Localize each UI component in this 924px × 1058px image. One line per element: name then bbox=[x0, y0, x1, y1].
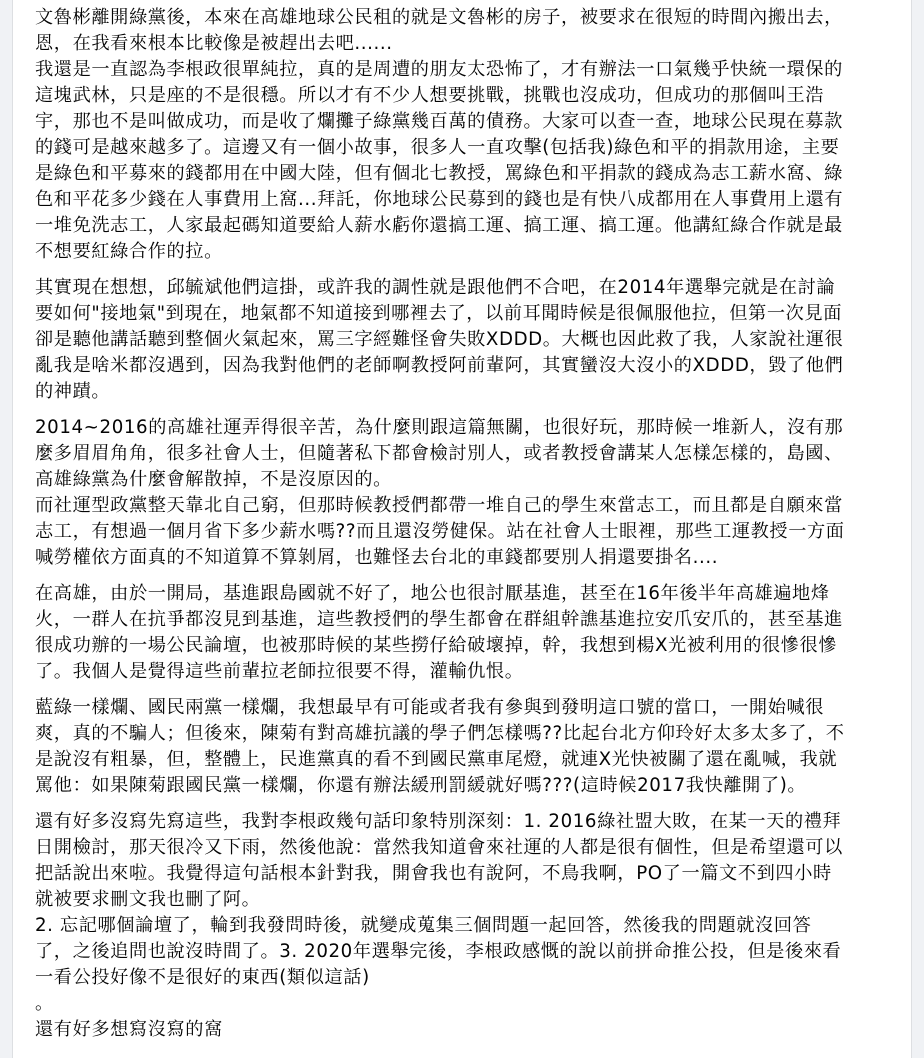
post-text-line: 。 bbox=[35, 993, 54, 1014]
post-paragraph bbox=[35, 5, 907, 265]
post-text-line: 其實現在想想，邱毓斌他們這掛，或許我的調性就是跟他們不合吧，在2014年選舉完就是在討論 bbox=[35, 277, 836, 298]
post-paragraph bbox=[35, 275, 907, 405]
post-text-line: 的神蹟。 bbox=[35, 381, 111, 402]
post-text-line: 不想要紅綠合作的拉。 bbox=[35, 241, 223, 262]
post-text-line: 的錢可是越來越多了。這邊又有一個小故事，很多人一直攻擊(包括我)綠色和平的捐款用途，主要 bbox=[35, 137, 840, 158]
post-body bbox=[35, 5, 907, 1053]
post-paragraph bbox=[35, 809, 907, 1043]
post-text-line: 一堆免洗志工，人家最起碼知道要給人薪水虧你還搞工運、搞工運、搞工運。他講紅綠合作就是最 bbox=[35, 215, 843, 236]
post-paragraph bbox=[35, 415, 907, 571]
post-text-line: 了，之後追問也說沒時間了。3. 2020年選舉完後，李根政感慨的說以前拼命推公投，但是後來看 bbox=[35, 941, 842, 962]
post-text-line: 這塊武林，只是座的不是很穩。所以才有不少人想要挑戰，挑戰也沒成功，但成功的那個叫王浩 bbox=[35, 85, 825, 106]
post-text-line: 藍綠一樣爛、國民兩黨一樣爛，我想最早有可能或者我有參與到發明這口號的當口，一開始喊很 bbox=[35, 697, 825, 718]
post-paragraph bbox=[35, 695, 907, 799]
post-text-line: 就被要求刪文我也刪了阿。 bbox=[35, 889, 261, 910]
post-text-line: 恩，在我看來根本比較像是被趕出去吧...... bbox=[35, 33, 393, 54]
post-text-line: 在高雄，由於一開局，基進跟島國就不好了，地公也很討厭基進，甚至在16年後半年高雄遍地烽 bbox=[35, 583, 830, 604]
post-text-line: 亂我是啥米都沒遇到，因為我對他們的老師啊教授阿前輩阿，其實蠻沒大沒小的XDDD，毀了他們 bbox=[35, 355, 844, 376]
post-text-line: 是綠色和平募來的錢都用在中國大陸，但有個北七教授，罵綠色和平捐款的錢成為志工薪水窩、綠 bbox=[35, 163, 843, 184]
post-text-line: 喊勞權依方面真的不知道算不算剝屑，也難怪去台北的車錢都要別人捐還要掛名.... bbox=[35, 547, 719, 568]
post-text-line: 2014~2016的高雄社運弄得很辛苦，為什麼則跟這篇無關，也很好玩，那時候一堆新人，沒有那 bbox=[35, 417, 844, 438]
post-text-line: 麼多眉眉角角，很多社會人士，但隨著私下都會檢討別人，或者教授會講某人怎樣怎樣的，島國、 bbox=[35, 443, 843, 464]
post-text-line: 2. 忘記哪個論壇了，輪到我發問時後，就變成蒐集三個問題一起回答，然後我的問題就沒回答 bbox=[35, 915, 812, 936]
post-text-line: 一看公投好像不是很好的東西(類似這話) bbox=[35, 967, 370, 988]
post-text-line: 爽，真的不騙人；但後來，陳菊有對高雄抗議的學子們怎樣嗎??比起台北方仰玲好太多太多了，不 bbox=[35, 723, 845, 744]
post-text-line: 日開檢討，那天很冷又下雨，然後他說：當然我知道會來社運的人都是很有個性，但是希望還可以 bbox=[35, 837, 843, 858]
post-text-line: 還有好多沒寫先寫這些，我對李根政幾句話印象特別深刻：1. 2016綠社盟大敗，在某一天的禮拜 bbox=[35, 811, 842, 832]
post-text-line: 高雄綠黨為什麼會解散掉，不是沒原因的。 bbox=[35, 469, 392, 490]
post-text-line: 色和平花多少錢在人事費用上窩...拜託，你地球公民募到的錢也是有快八成都用在人事費用上還有 bbox=[35, 189, 844, 210]
post-text-line: 把話說出來啦。我覺得這句話根本針對我，開會我也有說阿，不鳥我啊，PO了一篇文不到四小時 bbox=[35, 863, 832, 884]
post-text-line: 文魯彬離開綠黨後，本來在高雄地球公民租的就是文魯彬的房子，被要求在很短的時間內搬出去， bbox=[35, 7, 843, 28]
post-text-line: 很成功辦的一場公民論壇，也被那時候的某些撈仔給破壞掉，幹，我想到楊X光被利用的很慘很慘 bbox=[35, 635, 838, 656]
post-text-line: 還有好多想寫沒寫的窩 bbox=[35, 1019, 223, 1040]
post-text-line: 我還是一直認為李根政很單純拉，真的是周遭的朋友太恐怖了，才有辦法一口氣幾乎快統一環保的 bbox=[35, 59, 843, 80]
post-text-line: 了。我個人是覺得這些前輩拉老師拉很要不得，灌輸仇恨。 bbox=[35, 661, 524, 682]
post-text-line: 罵他：如果陳菊跟國民黨一樣爛，你還有辦法緩刑罰緩就好嗎???(這時候2017我快離開了)。 bbox=[35, 775, 807, 796]
post-text-line: 要如何"接地氣"到現在，地氣都不知道接到哪裡去了，以前耳聞時候是很佩服他拉，但第一次見面 bbox=[35, 303, 843, 324]
post-text-line: 志工，有想過一個月省下多少薪水嗎??而且還沒勞健保。站在社會人士眼裡，那些工運教授一方面 bbox=[35, 521, 845, 542]
post-text-line: 而社運型政黨整天靠北自己窮，但那時候教授們都帶一堆自己的學生來當志工，而且都是自願來當 bbox=[35, 495, 843, 516]
post-text-line: 火，一群人在抗爭都沒見到基進，這些教授們的學生都會在群組幹譙基進拉安爪安爪的，甚至基進 bbox=[35, 609, 843, 630]
post-text-line: 宇，那也不是叫做成功，而是收了爛攤子綠黨幾百萬的債務。大家可以查一查，地球公民現在募款 bbox=[35, 111, 843, 132]
post-text-line: 卻是聽他講話聽到整個火氣起來，罵三字經難怪會失敗XDDD。大概也因此救了我，人家說社運很 bbox=[35, 329, 844, 350]
post-paragraph bbox=[35, 581, 907, 685]
post-card bbox=[12, 0, 912, 1058]
post-text-line: 是說沒有粗暴，但，整體上，民進黨真的看不到國民黨車尾燈，就連X光快被關了還在亂喊，我就 bbox=[35, 749, 838, 770]
